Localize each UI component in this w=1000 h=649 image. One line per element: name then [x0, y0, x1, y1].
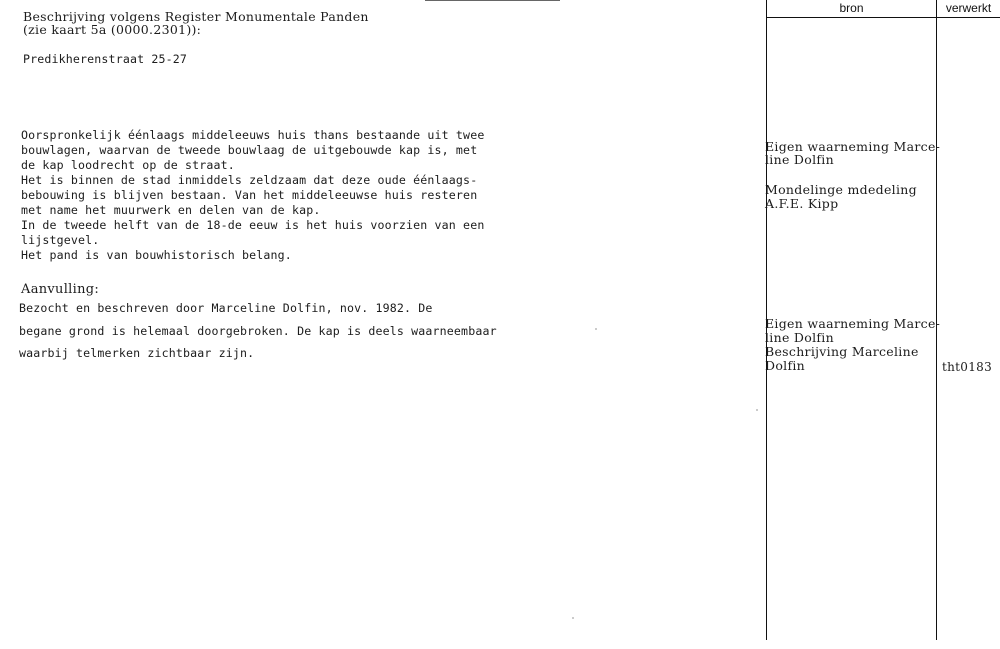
- header-line-2: (zie kaart 5a (0000.2301)):: [23, 22, 202, 37]
- verwerkt-value: tht0183: [942, 360, 993, 374]
- source-line: line Dolfin: [765, 152, 834, 167]
- description-line: lijstgevel.: [21, 233, 100, 247]
- source-line: Beschrijving Marceline: [765, 344, 919, 359]
- header-underline: [766, 17, 1000, 18]
- scan-speck: [595, 328, 597, 330]
- description-line: In de tweede helft van de 18-de eeuw is het huis voorzien van een: [21, 218, 485, 232]
- description-line: Het is binnen de stad inmiddels zeldzaam dat deze oude éénlaags-: [21, 173, 478, 187]
- column-header-verwerkt: verwerkt: [945, 1, 992, 15]
- description-line: Het pand is van bouwhistorisch belang.: [21, 248, 292, 262]
- description-line: bouwlagen, waarvan de tweede bouwlaag de uitgebouwde kap is, met: [21, 143, 478, 157]
- column-header-bron: bron: [839, 1, 864, 15]
- description-line: met name het muurwerk en delen van de kap.: [21, 203, 321, 217]
- source-line: Mondelinge mdedeling: [765, 182, 917, 197]
- description-line: de kap loodrecht op de straat.: [21, 158, 235, 172]
- addendum-line: waarbij telmerken zichtbaar zijn.: [19, 346, 255, 360]
- description-line: bebouwing is blijven bestaan. Van het middeleeuwse huis resteren: [21, 188, 478, 202]
- source-line: Dolfin: [765, 358, 806, 373]
- source-line: A.F.E. Kipp: [765, 196, 839, 211]
- source-line: line Dolfin: [765, 330, 834, 345]
- source-line: Eigen waarneming Marce-: [765, 316, 941, 331]
- top-rule-fragment: [425, 0, 560, 1]
- scan-speck: [572, 617, 574, 619]
- addendum-heading: Aanvulling:: [21, 282, 100, 297]
- description-line: Oorspronkelijk éénlaags middeleeuws huis thans bestaande uit twee: [21, 128, 485, 142]
- scan-speck: [756, 409, 758, 411]
- addendum-line: begane grond is helemaal doorgebroken. De kap is deels waarneembaar: [19, 324, 497, 338]
- source-line: Eigen waarneming Marce-: [765, 139, 941, 154]
- address-line: Predikherenstraat 25-27: [23, 52, 187, 66]
- addendum-line: Bezocht en beschreven door Marceline Dolfin, nov. 1982. De: [19, 301, 433, 315]
- header-line-1: Beschrijving volgens Register Monumentale Panden: [23, 9, 369, 24]
